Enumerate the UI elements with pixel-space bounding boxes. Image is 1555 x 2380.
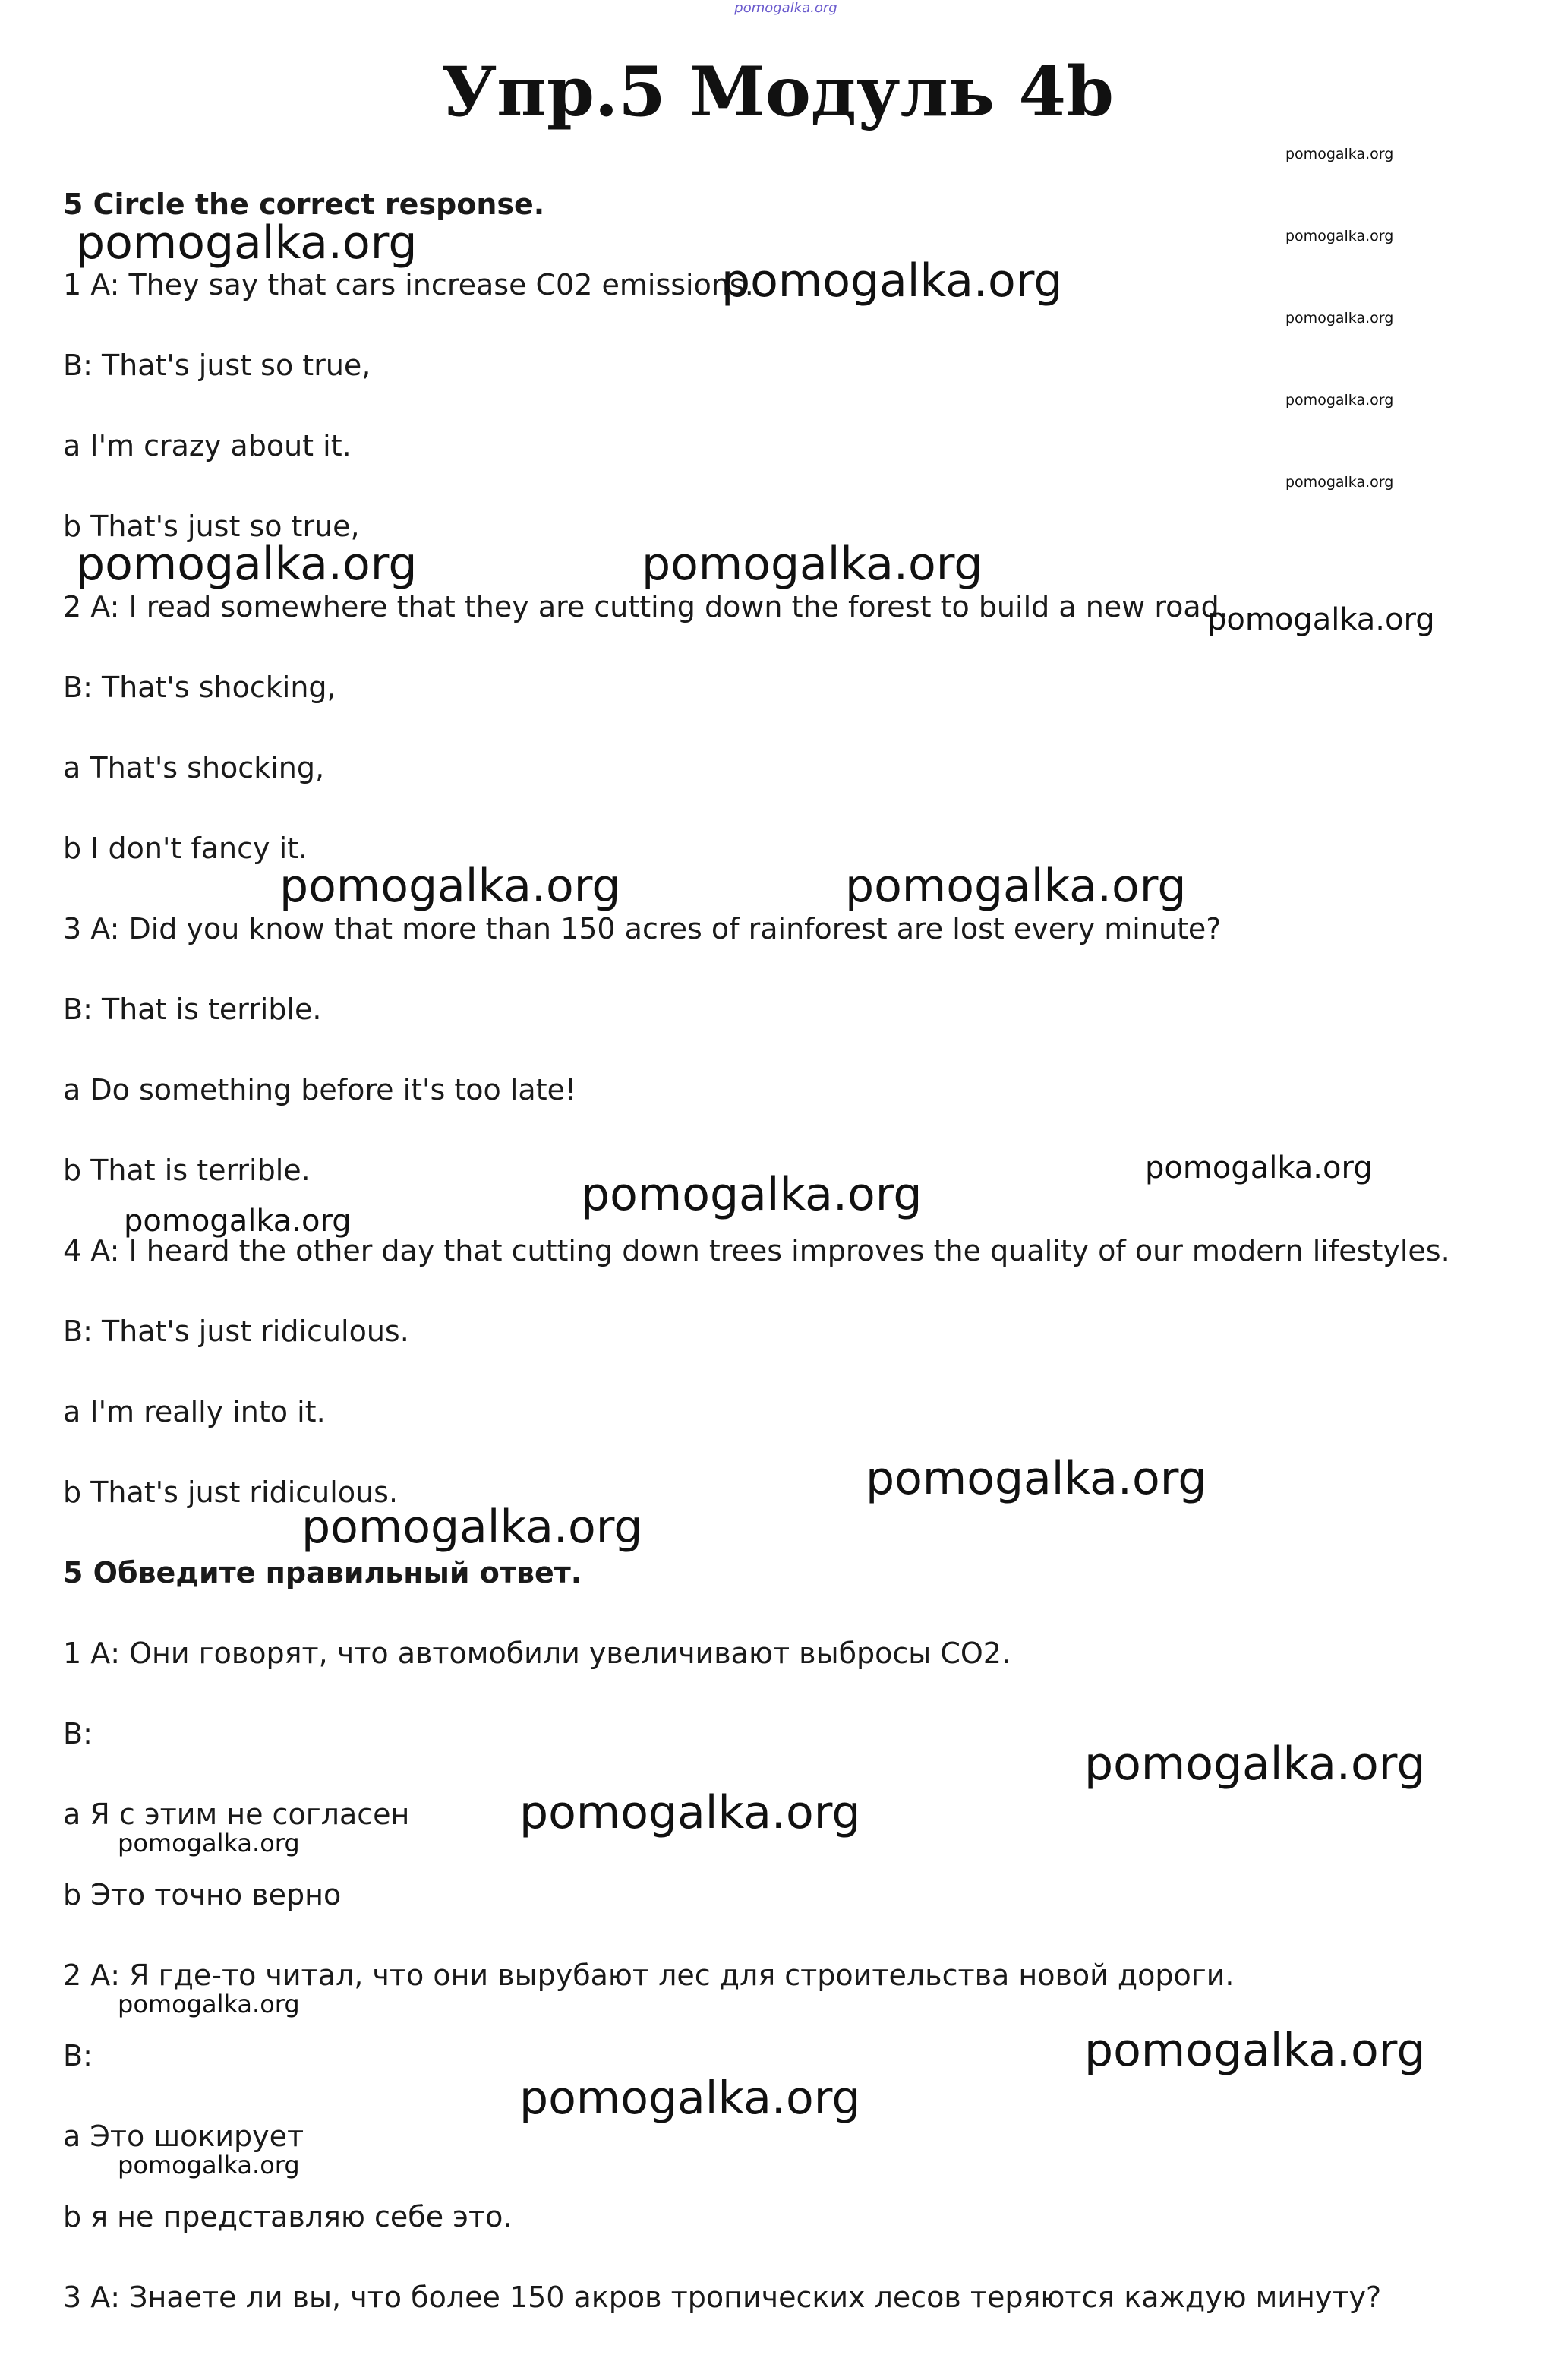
watermark: pomogalka.org bbox=[118, 1829, 300, 1858]
watermark: pomogalka.org bbox=[1084, 2024, 1426, 2077]
watermark: pomogalka.org bbox=[1084, 1738, 1426, 1791]
watermark: pomogalka.org bbox=[519, 1786, 861, 1839]
watermark: pomogalka.org bbox=[1145, 1151, 1373, 1185]
watermark: pomogalka.org bbox=[845, 860, 1187, 913]
russian-q2-option-a: а Это шокирует bbox=[63, 2120, 304, 2153]
page-title: Упр.5 Модуль 4b bbox=[441, 52, 1114, 132]
watermark: pomogalka.org bbox=[519, 2072, 861, 2125]
russian-q1-option-a: а Я с этим не согласен bbox=[63, 1798, 410, 1831]
english-q1-option-b: b That's just so true, bbox=[63, 510, 360, 543]
watermark: pomogalka.org bbox=[76, 216, 418, 270]
watermark: pomogalka.org bbox=[1285, 310, 1394, 327]
watermark: pomogalka.org bbox=[866, 1452, 1207, 1505]
watermark: pomogalka.org bbox=[1285, 392, 1394, 409]
watermark: pomogalka.org bbox=[118, 1990, 300, 2019]
watermark: pomogalka.org bbox=[124, 1204, 352, 1239]
english-q1-option-a: a I'm crazy about it. bbox=[63, 429, 352, 462]
english-q4-option-a: a I'm really into it. bbox=[63, 1395, 326, 1428]
english-q1: 1 A: They say that cars increase C02 emissions. bbox=[63, 268, 754, 301]
russian-q1: 1 А: Они говорят, что автомобили увеличивают выбросы СО2. bbox=[63, 1637, 1011, 1670]
watermark: pomogalka.org bbox=[118, 2151, 300, 2180]
english-q1-b: B: That's just so true, bbox=[63, 349, 371, 382]
english-q2-option-b: b I don't fancy it. bbox=[63, 832, 308, 865]
watermark: pomogalka.org bbox=[721, 254, 1063, 308]
watermark: pomogalka.org bbox=[301, 1501, 643, 1554]
english-q4: 4 A: I heard the other day that cutting down trees improves the quality of our modern lifestyles. bbox=[63, 1234, 1450, 1267]
russian-q1-option-b: b Это точно верно bbox=[63, 1878, 342, 1911]
english-q3-b: B: That is terrible. bbox=[63, 993, 322, 1026]
english-q3-option-b: b That is terrible. bbox=[63, 1154, 311, 1187]
russian-heading: 5 Обведите правильный ответ. bbox=[63, 1556, 582, 1589]
watermark: pomogalka.org bbox=[1207, 602, 1435, 637]
watermark: pomogalka.org bbox=[642, 538, 983, 591]
watermark: pomogalka.org bbox=[1285, 474, 1394, 491]
english-heading: 5 Circle the correct response. bbox=[63, 188, 545, 221]
russian-q2-option-b: b я не представляю себе это. bbox=[63, 2200, 513, 2233]
russian-q2-b: В: bbox=[63, 2039, 93, 2072]
english-q3: 3 A: Did you know that more than 150 acres of rainforest are lost every minute? bbox=[63, 912, 1222, 945]
russian-q1-b: В: bbox=[63, 1717, 93, 1750]
watermark: pomogalka.org bbox=[1285, 228, 1394, 245]
watermark: pomogalka.org bbox=[279, 860, 621, 913]
english-q4-option-b: b That's just ridiculous. bbox=[63, 1476, 399, 1509]
watermark: pomogalka.org bbox=[1285, 146, 1394, 163]
watermark: pomogalka.org bbox=[581, 1168, 923, 1221]
top-watermark: pomogalka.org bbox=[734, 0, 837, 16]
english-q4-b: B: That's just ridiculous. bbox=[63, 1315, 409, 1348]
russian-q2: 2 А: Я где-то читал, что они вырубают лес для строительства новой дороги. bbox=[63, 1959, 1235, 1992]
watermark: pomogalka.org bbox=[76, 538, 418, 591]
english-q2-option-a: a That's shocking, bbox=[63, 751, 325, 784]
english-q2-b: B: That's shocking, bbox=[63, 671, 336, 704]
english-q2: 2 A: I read somewhere that they are cutting down the forest to build a new road. bbox=[63, 590, 1229, 623]
russian-q3: 3 А: Знаете ли вы, что более 150 акров тропических лесов теряются каждую минуту? bbox=[63, 2281, 1382, 2314]
english-q3-option-a: a Do something before it's too late! bbox=[63, 1073, 577, 1106]
